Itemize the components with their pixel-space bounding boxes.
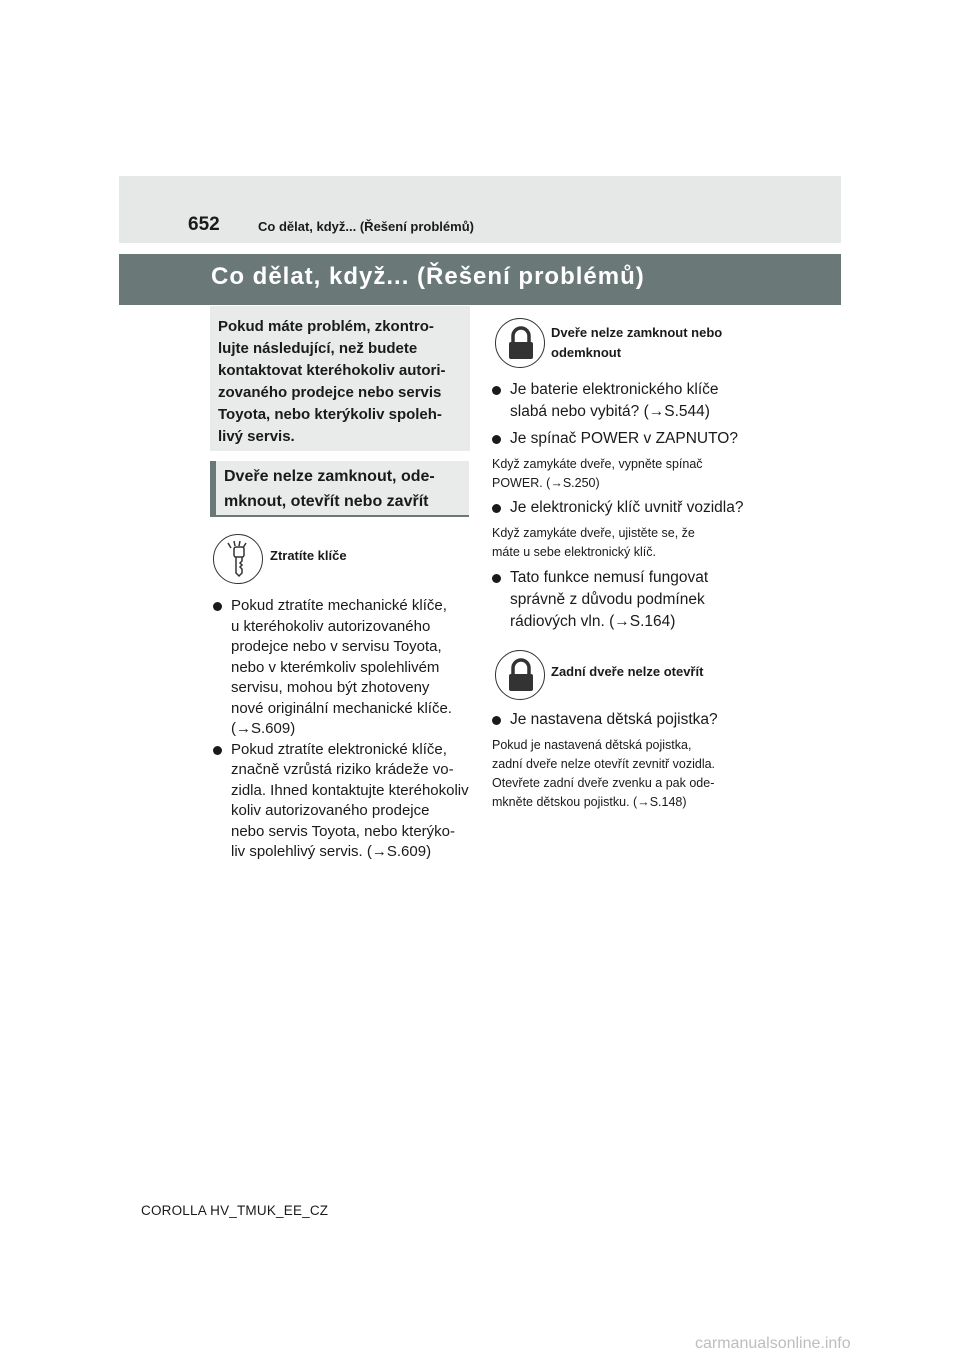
document-code: COROLLA HV_TMUK_EE_CZ <box>141 1203 329 1218</box>
padlock-icon <box>495 650 545 700</box>
intro-line: Toyota, nebo kterýkoliv spoleh- <box>218 406 442 423</box>
list-item <box>491 567 781 633</box>
page-number: 652 <box>188 214 220 235</box>
label-line: Dveře nelze zamknout nebo <box>551 325 723 340</box>
note-line: Pokud je nastavená dětská pojistka, <box>492 738 692 752</box>
list-item-line: prodejce nebo v servisu Toyota, <box>231 638 442 655</box>
note-line: Když zamykáte dveře, ujistěte se, že <box>492 526 695 540</box>
watermark: carmanualsonline.info <box>695 1335 851 1352</box>
note-line: máte u sebe elektronický klíč. <box>492 545 656 559</box>
header-band <box>119 176 841 243</box>
running-title: Co dělat, když... (Řešení problémů) <box>258 219 474 234</box>
page-reference: (→S.609) <box>231 720 296 737</box>
list-item-line: nové originální mechanické klíče. <box>231 699 452 717</box>
note-line: Otevřete zadní dveře zvenku a pak ode- <box>492 776 715 790</box>
lock-unlock-list-4 <box>491 567 781 633</box>
page-title: Co dělat, když... (Řešení problémů) <box>211 263 645 290</box>
list-item-line: Je baterie elektronického klíče <box>510 381 719 398</box>
list-item-line: koliv autorizovaného prodejce <box>231 802 430 819</box>
lock-unlock-list-3 <box>491 497 781 519</box>
label-line: odemknout <box>551 345 622 360</box>
intro-line: Pokud máte problém, zkontro- <box>218 318 434 335</box>
list-item-line: nebo servis Toyota, nebo kterýko- <box>231 822 456 840</box>
title-band <box>119 254 841 305</box>
intro-line: livý servis. <box>218 428 295 445</box>
lock-unlock-label <box>551 323 722 363</box>
note <box>492 455 782 493</box>
list-item-line: nebo v kterémkoliv spolehlivém <box>231 658 440 676</box>
lock-unlock-list-2 <box>491 428 781 450</box>
list-item-line: Pokud ztratíte elektronické klíče, <box>231 740 447 758</box>
list-item <box>212 596 474 740</box>
intro-line: lujte následující, než budete <box>218 340 418 357</box>
list-item: Je nastavena dětská pojistka? <box>491 709 781 731</box>
list-item-line: slabá nebo vybitá? (→S.544) <box>510 403 710 420</box>
intro-line: zovaného prodejce nebo servis <box>218 384 442 401</box>
lock-unlock-list-1 <box>491 379 781 423</box>
list-item-line: správně z důvodu podmínek <box>510 591 705 608</box>
note-line: Když zamykáte dveře, vypněte spínač <box>492 457 703 471</box>
intro-line: kontaktovat kteréhokoliv autori- <box>218 362 446 379</box>
list-item-line: u kteréhokoliv autorizovaného <box>231 617 431 635</box>
list-item <box>491 379 781 423</box>
list-item-line: servisu, mohou být zhotoveny <box>231 679 430 696</box>
list-item-line: značně vzrůstá riziko krádeže vo- <box>231 761 454 778</box>
rear-door-list <box>491 709 781 731</box>
key-icon <box>213 534 263 584</box>
list-item-line: rádiových vln. (→S.164) <box>510 613 676 630</box>
section-heading-line: mknout, otevřít nebo zavřít <box>224 493 429 510</box>
section-heading-line: Dveře nelze zamknout, ode- <box>224 468 435 485</box>
list-item <box>212 740 474 863</box>
padlock-icon <box>495 318 545 368</box>
lost-keys-list <box>212 596 474 863</box>
list-item-line: liv spolehlivý servis. (→S.609) <box>231 843 432 860</box>
list-item-line: Tato funkce nemusí fungovat <box>510 569 709 586</box>
list-item-line: zidla. Ihned kontaktujte kteréhokoliv <box>231 781 469 799</box>
intro-box <box>210 306 470 451</box>
section-heading <box>210 461 469 517</box>
note-line: POWER. (→S.250) <box>492 476 600 490</box>
list-item-line: Pokud ztratíte mechanické klíče, <box>231 597 447 614</box>
lost-keys-label: Ztratíte klíče <box>270 548 347 563</box>
note-line: mkněte dětskou pojistku. (→S.148) <box>492 795 687 809</box>
note-line: zadní dveře nelze otevřít zevnitř vozidla. <box>492 757 716 771</box>
note <box>492 524 782 562</box>
list-item: Je elektronický klíč uvnitř vozidla? <box>491 497 781 519</box>
list-item: Je spínač POWER v ZAPNUTO? <box>491 428 781 450</box>
rear-door-label: Zadní dveře nelze otevřít <box>551 664 704 679</box>
note <box>492 736 782 812</box>
